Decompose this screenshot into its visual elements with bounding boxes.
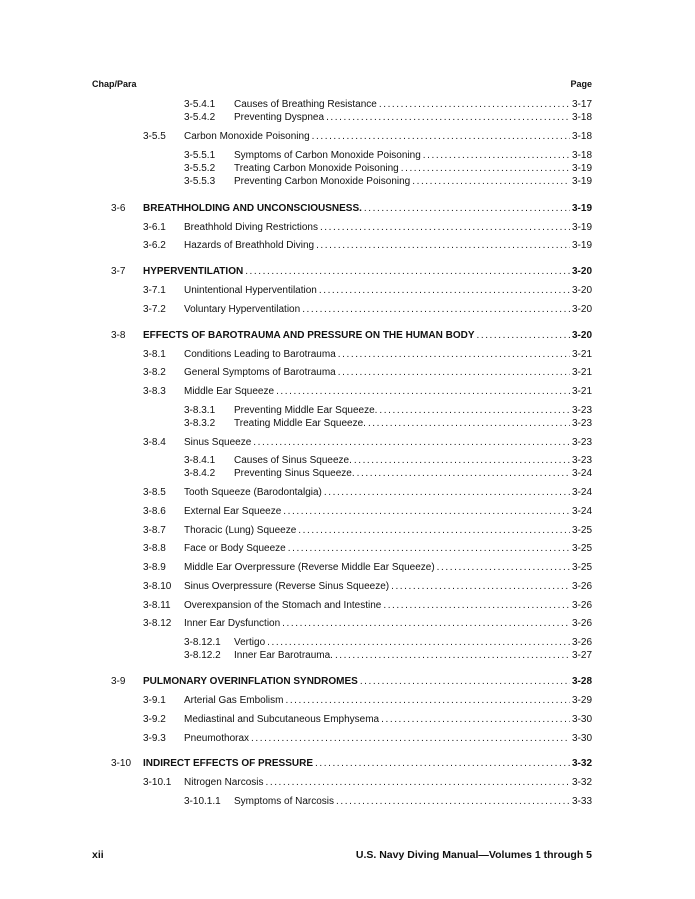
entry-page: 3-21 [571,349,592,360]
entry-page: 3-19 [571,240,592,251]
entry-number: 3-7 [111,266,126,277]
entry-title: Treating Carbon Monoxide Poisoning [234,163,399,174]
entry-page: 3-32 [571,758,592,769]
toc-entry [184,112,592,124]
toc-entry [184,418,592,430]
entry-number: 3-10 [111,758,132,769]
entry-page: 3-23 [571,437,592,448]
toc-entry [143,600,592,612]
entry-title: Vertigo [234,637,266,648]
entry-number: 3-8.11 [143,600,171,611]
dot-leader [267,637,570,649]
dot-leader [265,777,570,789]
dot-leader [320,222,570,234]
toc-entry [184,163,592,175]
entry-title: Voluntary Hyperventilation [184,304,301,315]
entry-page: 3-33 [571,796,592,807]
toc-entry [184,405,592,417]
entry-title: Hazards of Breathhold Diving [184,240,315,251]
toc-entry [143,581,592,593]
dot-leader [302,304,570,316]
entry-title: Overexpansion of the Stomach and Intestine [184,600,382,611]
entry-page: 3-27 [571,650,592,661]
toc-entry [143,487,592,499]
dot-leader [368,418,570,430]
dot-leader [319,285,570,297]
dot-leader [253,437,570,449]
entry-page: 3-20 [571,266,592,277]
dot-leader [357,468,570,480]
entry-number: 3-8.12 [143,618,172,629]
entry-title: Breathhold Diving Restrictions [184,222,318,233]
toc-entry [143,733,592,745]
entry-page: 3-30 [571,714,592,725]
entry-title: Middle Ear Squeeze [184,386,275,397]
toc-entry [143,695,592,707]
entry-title: Tooth Squeeze (Barodontalgia) [184,487,322,498]
entry-number: 3-8.3.1 [184,405,216,416]
entry-number: 3-9.2 [143,714,166,725]
entry-page: 3-28 [571,676,592,687]
toc-entry [184,455,592,467]
entry-page: 3-17 [571,99,592,110]
entry-title: Treating Middle Ear Squeeze. [234,418,366,429]
entry-number: 3-8.9 [143,562,166,573]
header-chap-para: Chap/Para [92,79,137,89]
entry-number: 3-7.1 [143,285,166,296]
entry-page: 3-20 [571,304,592,315]
entry-title: HYPERVENTILATION [143,266,244,277]
entry-page: 3-19 [571,203,592,214]
entry-number: 3-5.5.1 [184,150,216,161]
entry-page: 3-25 [571,543,592,554]
dot-leader [251,733,570,745]
toc-entry [143,777,592,789]
entry-number: 3-9.1 [143,695,166,706]
entry-number: 3-10.1.1 [184,796,221,807]
entry-page: 3-32 [571,777,592,788]
toc-entry [143,562,592,574]
entry-number: 3-8.12.1 [184,637,221,648]
toc-entry [143,240,592,252]
toc-entry [143,349,592,361]
toc-entry [143,367,592,379]
footer-page-number: xii [92,849,104,861]
entry-page: 3-23 [571,418,592,429]
entry-number: 3-8.4.1 [184,455,216,466]
footer-document-title: U.S. Navy Diving Manual—Volumes 1 through 5 [355,849,592,861]
entry-title: Arterial Gas Embolism [184,695,284,706]
entry-number: 3-8.2 [143,367,166,378]
entry-page: 3-21 [571,386,592,397]
entry-title: Carbon Monoxide Poisoning [184,131,310,142]
dot-leader [437,562,570,574]
entry-title: Nitrogen Narcosis [184,777,264,788]
entry-number: 3-6.1 [143,222,166,233]
entry-title: EFFECTS OF BAROTRAUMA AND PRESSURE ON THE HUMAN BODY [143,330,475,341]
entry-number: 3-8.3.2 [184,418,216,429]
entry-title: External Ear Squeeze [184,506,282,517]
dot-leader [245,266,570,278]
entry-title: Symptoms of Carbon Monoxide Poisoning [234,150,421,161]
entry-number: 3-5.5.3 [184,176,216,187]
entry-title: Inner Ear Barotrauma. [234,650,333,661]
entry-title: Causes of Breathing Resistance [234,99,377,110]
toc-chapter-entry [111,203,592,215]
dot-leader [312,131,570,143]
entry-number: 3-8.5 [143,487,166,498]
toc-entry [143,506,592,518]
entry-page: 3-26 [571,618,592,629]
entry-number: 3-6 [111,203,126,214]
dot-leader [476,330,570,342]
entry-page: 3-24 [571,468,592,479]
entry-page: 3-18 [571,150,592,161]
entry-page: 3-26 [571,600,592,611]
dot-leader [298,525,570,537]
header-page: Page [570,79,592,89]
dot-leader [282,618,570,630]
dot-leader [401,163,570,175]
entry-page: 3-29 [571,695,592,706]
dot-leader [335,650,570,662]
entry-number: 3-8.4 [143,437,166,448]
entry-title: Sinus Overpressure (Reverse Sinus Squeeze) [184,581,390,592]
entry-page: 3-23 [571,405,592,416]
entry-page: 3-26 [571,637,592,648]
toc-chapter-entry [111,758,592,770]
entry-title: Mediastinal and Subcutaneous Emphysema [184,714,380,725]
toc-entry [143,304,592,316]
dot-leader [338,349,570,361]
entry-title: Middle Ear Overpressure (Reverse Middle Ear Squeeze) [184,562,435,573]
entry-title: PULMONARY OVERINFLATION SYNDROMES [143,676,358,687]
toc-entry [184,468,592,480]
entry-title: Pneumothorax [184,733,250,744]
entry-number: 3-8.8 [143,543,166,554]
toc-entry [184,796,592,808]
toc-entry [143,285,592,297]
dot-leader [283,506,570,518]
dot-leader [360,676,570,688]
entry-title: INDIRECT EFFECTS OF PRESSURE [143,758,314,769]
entry-title: Thoracic (Lung) Squeeze [184,525,297,536]
entry-number: 3-5.4.2 [184,112,216,123]
entry-page: 3-25 [571,562,592,573]
dot-leader [379,405,570,417]
entry-number: 3-8.4.2 [184,468,216,479]
entry-page: 3-18 [571,112,592,123]
entry-title: Preventing Middle Ear Squeeze. [234,405,378,416]
toc-entry [143,525,592,537]
dot-leader [383,600,570,612]
dot-leader [326,112,570,124]
toc-entry [143,543,592,555]
dot-leader [316,240,570,252]
entry-title: Causes of Sinus Squeeze. [234,455,352,466]
entry-number: 3-8.1 [143,349,166,360]
entry-number: 3-5.5 [143,131,166,142]
entry-page: 3-19 [571,222,592,233]
entry-title: Preventing Carbon Monoxide Poisoning [234,176,411,187]
entry-number: 3-8.7 [143,525,166,536]
dot-leader [364,203,570,215]
entry-number: 3-8.6 [143,506,166,517]
dot-leader [423,150,570,162]
entry-page: 3-24 [571,487,592,498]
dot-leader [412,176,570,188]
dot-leader [391,581,570,593]
dot-leader [276,386,570,398]
toc-chapter-entry [111,330,592,342]
dot-leader [315,758,570,770]
entry-page: 3-20 [571,285,592,296]
entry-number: 3-5.4.1 [184,99,216,110]
entry-page: 3-25 [571,525,592,536]
toc-entry [184,650,592,662]
dot-leader [285,695,570,707]
toc-entry [143,386,592,398]
entry-title: Unintentional Hyperventilation [184,285,317,296]
entry-number: 3-5.5.2 [184,163,216,174]
entry-page: 3-26 [571,581,592,592]
entry-title: Symptoms of Narcosis [234,796,335,807]
entry-title: General Symptoms of Barotrauma [184,367,336,378]
toc-entry [184,637,592,649]
entry-number: 3-9.3 [143,733,166,744]
entry-number: 3-6.2 [143,240,166,251]
entry-title: Conditions Leading to Barotrauma [184,349,336,360]
entry-title: Inner Ear Dysfunction [184,618,281,629]
entry-number: 3-9 [111,676,126,687]
entry-number: 3-8.10 [143,581,172,592]
entry-title: BREATHHOLDING AND UNCONSCIOUSNESS. [143,203,362,214]
entry-title: Face or Body Squeeze [184,543,286,554]
entry-number: 3-8 [111,330,126,341]
entry-title: Preventing Dyspnea [234,112,325,123]
entry-page: 3-19 [571,176,592,187]
entry-page: 3-20 [571,330,592,341]
toc-chapter-entry [111,676,592,688]
toc-entry [143,131,592,143]
toc-entry [184,176,592,188]
entry-number: 3-10.1 [143,777,172,788]
toc-entry [184,150,592,162]
entry-number: 3-8.3 [143,386,166,397]
toc-entry [184,99,592,111]
entry-page: 3-23 [571,455,592,466]
dot-leader [354,455,570,467]
dot-leader [381,714,570,726]
toc-entry [143,437,592,449]
entry-title: Sinus Squeeze [184,437,252,448]
entry-page: 3-24 [571,506,592,517]
entry-title: Preventing Sinus Squeeze. [234,468,355,479]
entry-page: 3-21 [571,367,592,378]
entry-page: 3-19 [571,163,592,174]
dot-leader [336,796,570,808]
entry-number: 3-8.12.2 [184,650,221,661]
dot-leader [338,367,570,379]
toc-entry [143,618,592,630]
toc-entry [143,714,592,726]
entry-page: 3-30 [571,733,592,744]
entry-page: 3-18 [571,131,592,142]
dot-leader [324,487,570,499]
dot-leader [288,543,570,555]
entry-number: 3-7.2 [143,304,166,315]
toc-entry [143,222,592,234]
dot-leader [379,99,570,111]
toc-chapter-entry [111,266,592,278]
